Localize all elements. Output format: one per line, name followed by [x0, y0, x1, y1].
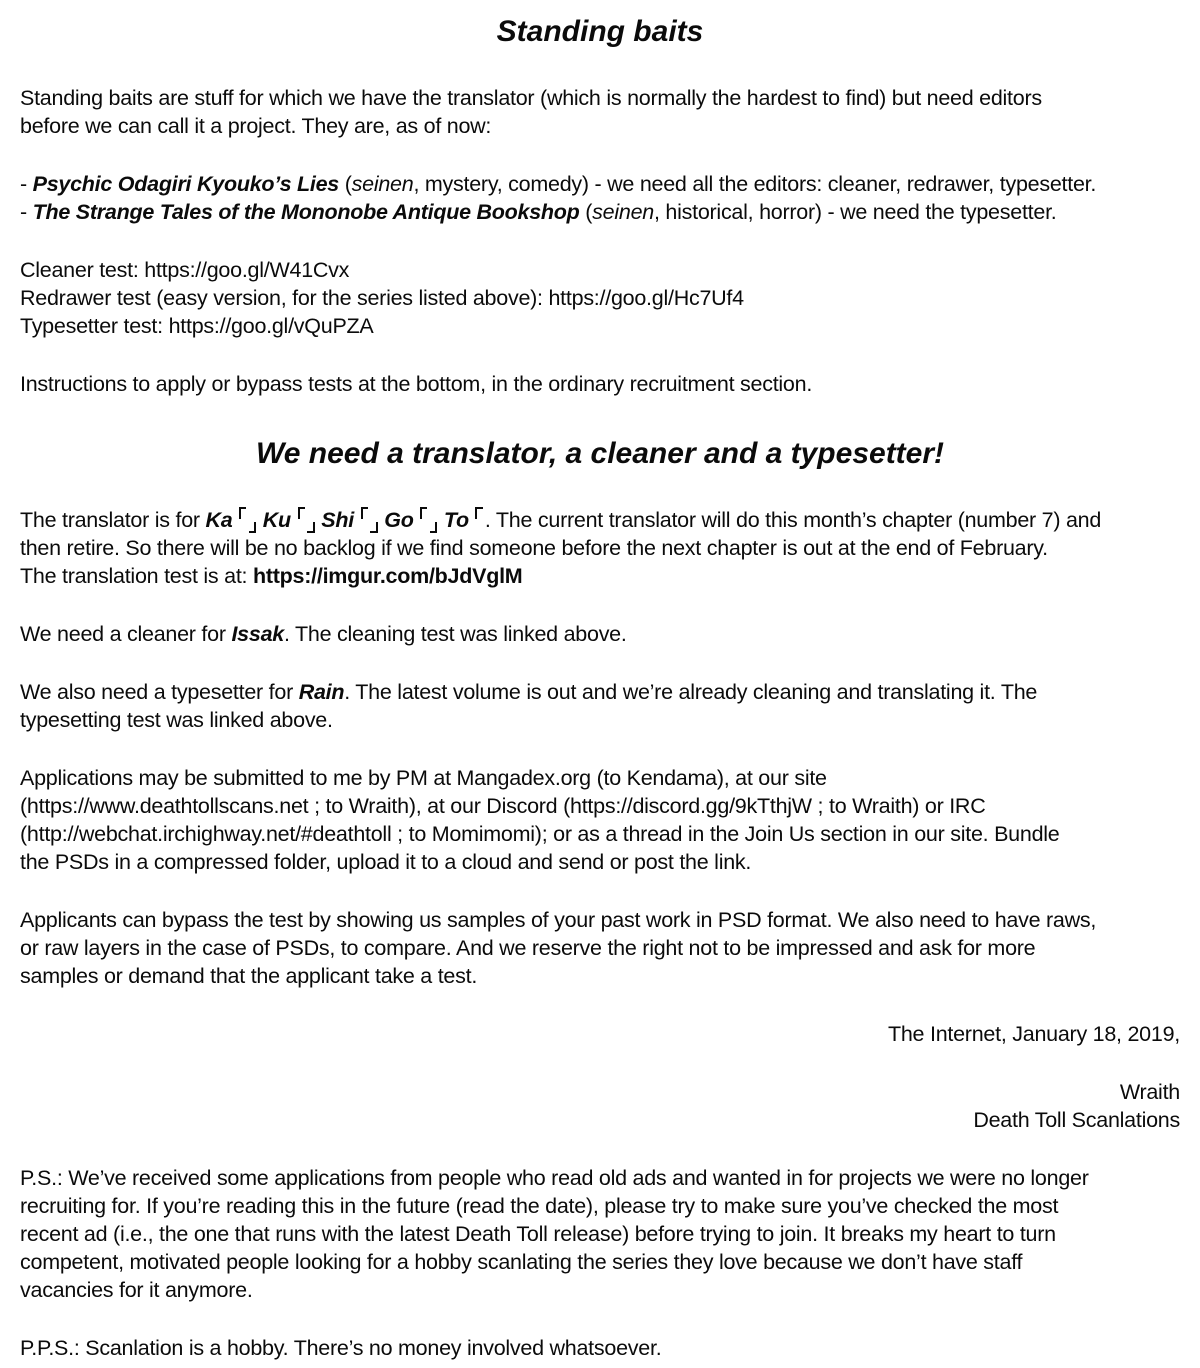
bait-mononobe [20, 198, 1180, 226]
translator-line-1 [20, 506, 1180, 534]
applications-line-4 [20, 848, 1180, 876]
text-run: then retire. So there will be no backlog if we find someone before the next chapter is out at the end of February. [20, 536, 1048, 560]
url-text: https://goo.gl/W41Cvx [144, 258, 350, 282]
pps-line [20, 1334, 1180, 1362]
bait-psychic-odagiri [20, 170, 1180, 198]
text-run: Typesetter test: [20, 314, 169, 338]
series-title: Rain [298, 680, 345, 704]
corner-bracket-close-icon [249, 522, 256, 534]
url-text: https://goo.gl/Hc7Uf4 [548, 286, 744, 310]
text-run: The translation test is at: [20, 564, 253, 588]
text-run: (http://webchat.irchighway.net/#deathtoll ; to Momimomi); or as a thread in the Join Us section in our site. Bundle [20, 822, 1060, 846]
text-run: seinen [351, 172, 414, 196]
corner-bracket-open-icon [298, 507, 305, 519]
text-run: Death Toll Scanlations [973, 1108, 1180, 1132]
text-run: ( [579, 200, 593, 224]
corner-bracket-close-icon [307, 522, 314, 534]
text-run: before we can call it a project. They are, as of now: [20, 114, 492, 138]
intro-line-1 [20, 84, 1180, 112]
text-run: or raw layers in the case of PSDs, to compare. And we reserve the right not to be impressed and ask for more [20, 936, 1036, 960]
series-title: The Strange Tales of the Mononobe Antique Bookshop [32, 200, 580, 224]
text-run: recent ad (i.e., the one that runs with the latest Death Toll release) before trying to join. It breaks my heart to turn [20, 1222, 1056, 1246]
cleaner-need-line [20, 620, 1180, 648]
applications-line-1 [20, 764, 1180, 792]
dateline [20, 1020, 1180, 1048]
text-run: . The latest volume is out and we’re already cleaning and translating it. The [344, 680, 1038, 704]
text-run: . The current translator will do this month’s chapter (number 7) and [484, 508, 1102, 532]
bypass-line-3 [20, 962, 1180, 990]
text-run: competent, motivated people looking for a hobby scanlating the series they love because we don’t have staff [20, 1250, 1023, 1274]
corner-bracket-open-icon [420, 507, 427, 519]
text-run: ( [339, 172, 352, 196]
text-run: , historical, horror) - we need the typesetter. [653, 200, 1057, 224]
text-run: Instructions to apply or bypass tests at the bottom, in the ordinary recruitment section. [20, 372, 813, 396]
text-run: . The cleaning test was linked above. [283, 622, 627, 646]
signature-group [20, 1106, 1180, 1134]
text-run: The Internet, January 18, 2019, [887, 1022, 1180, 1046]
bypass-line-2 [20, 934, 1180, 962]
text-run: - [20, 172, 33, 196]
text-run: Redrawer test (easy version, for the series listed above): [20, 286, 549, 310]
applications-line-3 [20, 820, 1180, 848]
instructions-line [20, 370, 1180, 398]
signature-name [20, 1078, 1180, 1106]
text-run: We need a cleaner for [20, 622, 232, 646]
series-title: Issak [231, 622, 284, 646]
cleaner-test-line [20, 256, 1180, 284]
ps-line-1 [20, 1164, 1180, 1192]
text-run: Standing baits are stuff for which we have the translator (which is normally the hardest to find) but need editors [20, 86, 1042, 110]
needs-heading [20, 432, 1180, 476]
text-run: The translator is for [20, 508, 206, 532]
text-run: P.S.: We’ve received some applications from people who read old ads and wanted in for projects we were no longer [20, 1166, 1089, 1190]
text-run: vacancies for it anymore. [20, 1278, 253, 1302]
corner-bracket-open-icon [475, 507, 482, 519]
url-text: https://imgur.com/bJdVglM [252, 564, 523, 588]
url-text: https://goo.gl/vQuPZA [168, 314, 374, 338]
typesetter-need-line-1 [20, 678, 1180, 706]
corner-bracket-open-icon [361, 507, 368, 519]
bypass-line-1 [20, 906, 1180, 934]
text-run: - [20, 200, 33, 224]
ps-line-2 [20, 1192, 1180, 1220]
translator-line-3 [20, 562, 1180, 590]
corner-bracket-open-icon [239, 507, 246, 519]
typesetter-test-line [20, 312, 1180, 340]
text-run: typesetting test was linked above. [20, 708, 333, 732]
text-run: the PSDs in a compressed folder, upload it to a cloud and send or post the link. [20, 850, 752, 874]
text-run: recruiting for. If you’re reading this in the future (read the date), please try to make sure you’ve checked the most [20, 1194, 1059, 1218]
typesetter-need-line-2 [20, 706, 1180, 734]
text-run: (https://www.deathtollscans.net ; to Wraith), at our Discord (https://discord.gg/9kTthjW ; to Wraith) or IRC [20, 794, 986, 818]
text-run: Cleaner test: [20, 258, 145, 282]
ps-line-3 [20, 1220, 1180, 1248]
text-run: Applicants can bypass the test by showing us samples of your past work in PSD format. We also need to have raws, [20, 908, 1097, 932]
series-title: Ka Ku Shi Go To [206, 508, 485, 532]
text-run: seinen [592, 200, 654, 224]
series-title: Psychic Odagiri Kyouko’s Lies [32, 172, 340, 196]
text-run: samples or demand that the applicant take a test. [20, 964, 478, 988]
text-run: , mystery, comedy) - we need all the editors: cleaner, redrawer, typesetter. [413, 172, 1097, 196]
ps-line-5 [20, 1276, 1180, 1304]
text-run: P.P.S.: Scanlation is a hobby. There’s no money involved whatsoever. [20, 1336, 662, 1360]
corner-bracket-close-icon [430, 522, 437, 534]
text-run: Standing baits [496, 15, 704, 48]
text-run: We need a translator, a cleaner and a typesetter! [255, 437, 945, 470]
ps-line-4 [20, 1248, 1180, 1276]
text-run: Applications may be submitted to me by PM at Mangadex.org (to Kendama), at our site [20, 766, 827, 790]
applications-line-2 [20, 792, 1180, 820]
text-run: Wraith [1119, 1080, 1180, 1104]
intro-line-2 [20, 112, 1180, 140]
doc-title [20, 10, 1180, 54]
corner-bracket-close-icon [370, 522, 377, 534]
redrawer-test-line [20, 284, 1180, 312]
text-run: We also need a typesetter for [20, 680, 299, 704]
translator-line-2 [20, 534, 1180, 562]
